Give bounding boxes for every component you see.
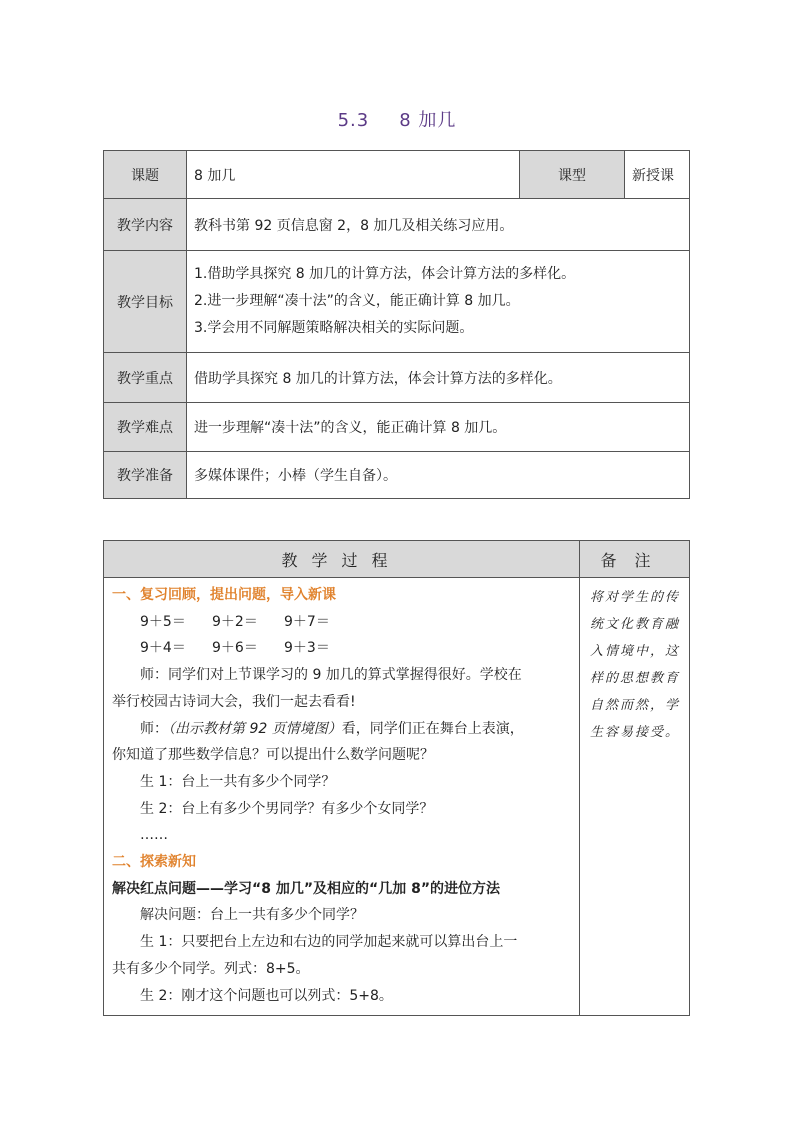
equation: 9＋5＝	[140, 613, 186, 630]
equation: 9＋4＝	[140, 640, 186, 657]
student-answer: 生 2：台上有多少个男同学？有多少个女同学？	[140, 800, 434, 817]
note-line: 自然而然，学	[590, 698, 681, 713]
focus-value: 借助学具探究 8 加几的计算方法，体会计算方法的多样化。	[187, 353, 690, 403]
content-value: 教科书第 92 页信息窗 2，8 加几及相关练习应用。	[187, 199, 690, 251]
lesson-info-table	[103, 150, 690, 499]
student-answer: 生 1：台上一共有多少个同学？	[140, 773, 336, 790]
paragraph-line: 共有多少个同学。列式：8+5。	[112, 960, 310, 977]
page-title	[0, 106, 794, 132]
prep-value: 多媒体课件；小棒（学生自备）。	[187, 452, 690, 499]
goal-item: 1.借助学具探究 8 加几的计算方法，体会计算方法的多样化。	[194, 266, 576, 282]
goal-item: 2.进一步理解“凑十法”的含义，能正确计算 8 加几。	[194, 293, 520, 309]
stage-direction: （出示教材第 92 页情境图）	[168, 720, 342, 737]
focus-label: 教学重点	[104, 353, 187, 403]
note-line: 样的思想教育	[590, 671, 681, 686]
topic-value: 8 加几	[187, 151, 520, 199]
paragraph-line: 举行校园古诗词大会，我们一起去看看!	[112, 693, 356, 710]
student-answer: 生 2：刚才这个问题也可以列式：5+8。	[140, 987, 393, 1004]
ellipsis: ……	[140, 827, 168, 844]
paragraph-line	[112, 716, 573, 743]
subheading: 解决红点问题——学习“8 加几”及相应的“几加 8”的进位方法	[112, 880, 501, 897]
type-label: 课型	[520, 151, 625, 199]
type-value: 新授课	[625, 151, 690, 199]
equation: 9＋2＝	[212, 613, 258, 630]
equation: 9＋7＝	[284, 613, 330, 630]
student-answer: 生 1：只要把台上左边和右边的同学加起来就可以算出台上一	[140, 934, 518, 951]
paragraph-line: 师：同学们对上节课学习的 9 加几的算式掌握得很好。学校在	[140, 667, 522, 684]
equation: 9＋6＝	[212, 640, 258, 657]
paragraph-line: 你知道了那些数学信息？可以提出什么数学问题呢？	[112, 747, 434, 764]
note-line: 统文化教育融	[590, 617, 681, 632]
text: 看，同学们正在舞台上表演，	[341, 720, 524, 737]
equation-row	[112, 609, 573, 636]
process-body	[104, 578, 580, 1016]
note-line: 生容易接受。	[590, 725, 681, 740]
section-heading: 一、复习回顾，提出问题，导入新课	[112, 587, 336, 603]
process-header: 教学过程	[104, 541, 580, 578]
notes-header: 备注	[580, 541, 690, 578]
question: 解决问题：台上一共有多少个同学？	[140, 907, 364, 924]
section-number: 5.3	[337, 110, 370, 131]
difficulty-value: 进一步理解“凑十法”的含义，能正确计算 8 加几。	[187, 403, 690, 452]
difficulty-label: 教学难点	[104, 403, 187, 452]
goals-label: 教学目标	[104, 251, 187, 353]
teaching-process-table	[103, 540, 690, 1016]
prep-label: 教学准备	[104, 452, 187, 499]
goal-item: 3.学会用不同解题策略解决相关的实际问题。	[194, 320, 474, 336]
goals-list	[187, 251, 690, 353]
topic-label: 课题	[104, 151, 187, 199]
lesson-name: 8 加几	[399, 110, 457, 131]
note-line: 将对学生的传	[590, 590, 681, 605]
content-label: 教学内容	[104, 199, 187, 251]
equation-row	[112, 635, 573, 662]
notes-body	[580, 578, 690, 1016]
equation: 9＋3＝	[284, 640, 330, 657]
note-line: 入情境中，这	[590, 644, 681, 659]
speaker: 师：	[140, 720, 168, 737]
section-heading: 二、探索新知	[112, 854, 196, 871]
